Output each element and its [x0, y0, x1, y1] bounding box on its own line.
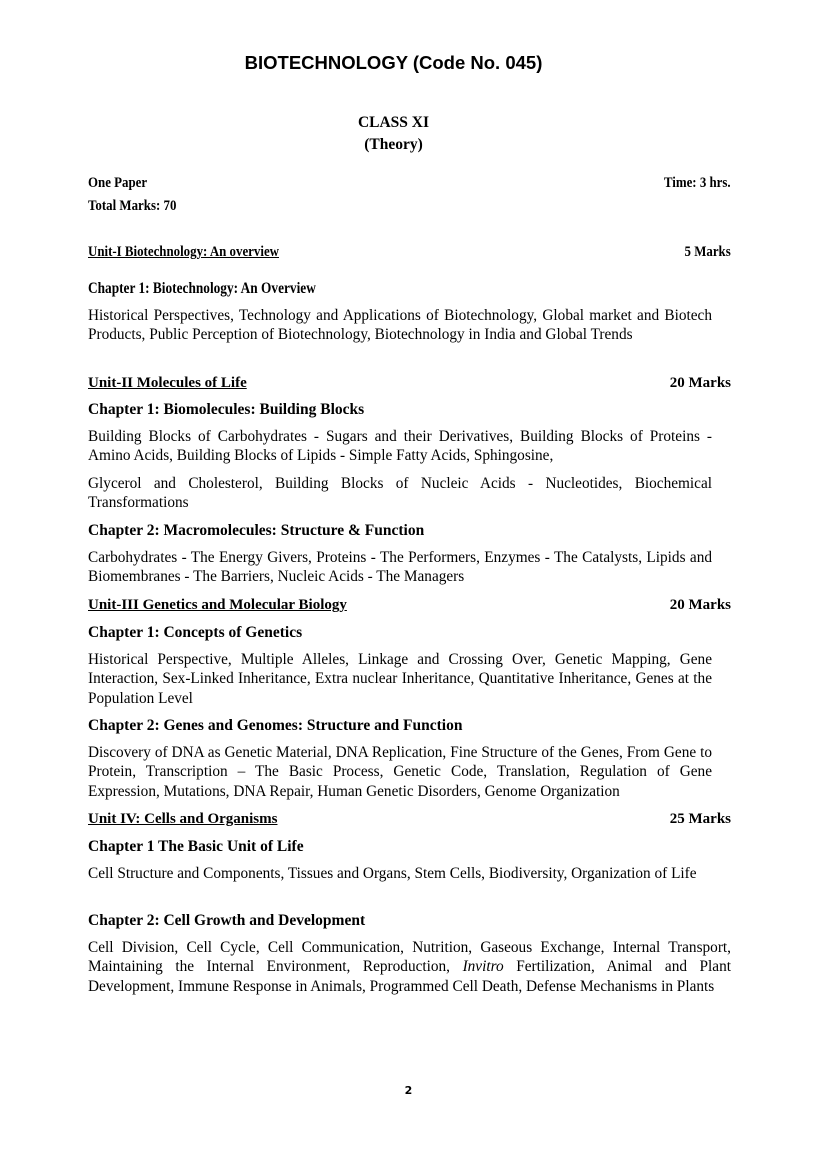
unit-4-chapter-2-title: Chapter 2: Cell Growth and Development [88, 912, 366, 929]
unit-2-chapter-2-content: Carbohydrates - The Energy Givers, Proteins - The Performers, Enzymes - The Catalysts, Lipids and Biomembranes - The Barriers, Nucleic Acids - The Managers [88, 549, 712, 586]
page-number: 2 [404, 1084, 413, 1097]
unit-2-chapter-1-title: Chapter 1: Biomolecules: Building Blocks [88, 401, 365, 418]
unit-4-header [88, 810, 731, 828]
unit-1-chapter-1-content: Historical Perspectives, Technology and Applications of Biotechnology, Global market and Biotech Products, Public Perception of Biotechnology, Biotechnology in India and Global Trends [88, 307, 712, 344]
paper-time-row [88, 174, 731, 192]
document-title: BIOTECHNOLOGY (Code No. 045) [244, 52, 543, 73]
unit-3-marks: 20 Marks [669, 597, 731, 613]
unit-1-chapter-1-title: Chapter 1: Biotechnology: An Overview [88, 280, 316, 297]
unit-4-chapter-1-content: Cell Structure and Components, Tissues and Organs, Stem Cells, Biodiversity, Organization of Life [88, 865, 697, 882]
unit-4-marks: 25 Marks [669, 811, 731, 827]
unit-2-title: Unit-II Molecules of Life [88, 375, 247, 391]
unit-2-header [88, 374, 731, 392]
unit-4-title: Unit IV: Cells and Organisms [88, 811, 278, 827]
unit-3-chapter-1-content: Historical Perspective, Multiple Alleles, Linkage and Crossing Over, Genetic Mapping, Gene Interaction, Sex-Linked Inheritance, Extra nuclear Inheritance, Quantitative Inheritance, Genes at the Population Level [88, 651, 712, 707]
class-label: CLASS XI [357, 114, 430, 131]
time-label: Time: 3 hrs. [664, 175, 731, 191]
unit-2-chapter-1-content-continued: Glycerol and Cholesterol, Building Blocks of Nucleic Acids - Nucleotides, Biochemical Transformations [88, 475, 712, 512]
unit-4-chapter-2-content [88, 938, 731, 996]
unit-1-header [88, 243, 731, 261]
unit-2-marks: 20 Marks [669, 375, 731, 391]
theory-label: (Theory) [364, 136, 423, 153]
unit-4-chapter-1-title: Chapter 1 The Basic Unit of Life [88, 838, 304, 855]
unit-1-marks: 5 Marks [684, 244, 731, 260]
unit-2-chapter-2-title: Chapter 2: Macromolecules: Structure & Function [88, 522, 425, 539]
total-marks-row [88, 197, 731, 215]
unit-3-chapter-1-title: Chapter 1: Concepts of Genetics [88, 624, 303, 641]
unit-2-chapter-1-content: Building Blocks of Carbohydrates - Sugars and their Derivatives, Building Blocks of Proteins - Amino Acids, Building Blocks of Lipids - Simple Fatty Acids, Sphingosine, [88, 428, 712, 465]
total-marks-label: Total Marks: 70 [88, 198, 177, 214]
unit-3-chapter-2-content: Discovery of DNA as Genetic Material, DNA Replication, Fine Structure of the Genes, From Gene to Protein, Transcription – The Basic Process, Genetic Code, Translation, Regulation of Gene Expression, Mutations, DNA Repair, Human Genetic Disorders, Genome Organization [88, 744, 712, 800]
unit-3-header [88, 596, 731, 614]
unit-1-title: Unit-I Biotechnology: An overview [88, 244, 279, 260]
unit-3-title: Unit-III Genetics and Molecular Biology [88, 597, 347, 613]
italic-term: Invitro [462, 958, 504, 976]
unit-3-chapter-2-title: Chapter 2: Genes and Genomes: Structure and Function [88, 717, 463, 734]
content-text: Fertilization, Animal and Plant Development, Immune Response in Animals, Programmed Cell Death, Defense Mechanisms in Plants [88, 958, 731, 995]
paper-label: One Paper [88, 175, 148, 191]
content-text: Cell Division, Cell Cycle, Cell Communication, Nutrition, Gaseous Exchange, Internal Transport, Maintaining the Internal Environment, Reproduction, [88, 939, 731, 976]
